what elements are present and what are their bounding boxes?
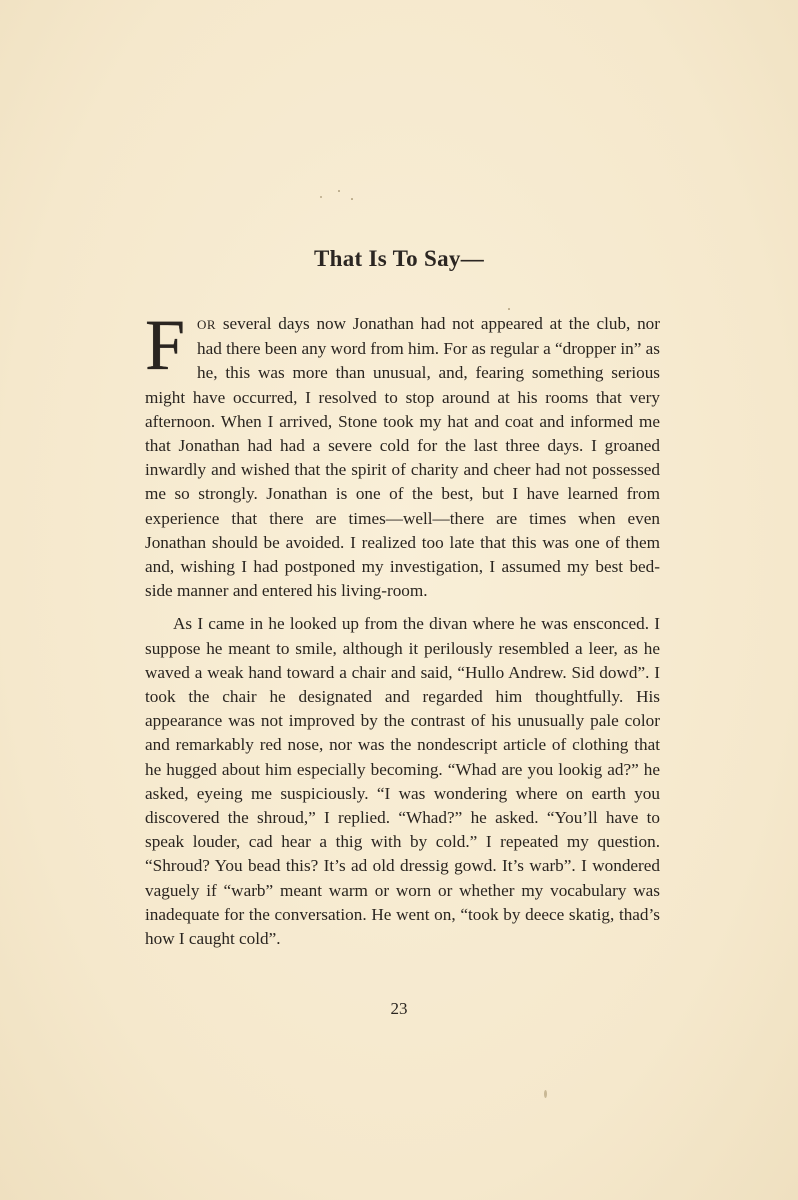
drop-cap: F bbox=[145, 305, 186, 385]
chapter-title: That Is To Say— bbox=[313, 246, 485, 271]
paragraph-1-text: several days now Jonathan had not appeared at the club, nor had there been any word from him. For as regular a “dropper in” as he, this was more than unusual, and, fearing something serious might have occurred, I resolved to stop around at his rooms that very afternoon. When I arrived, Stone took my hat and coat and informed me that Jonathan had had a severe cold for the last three days. I groaned inwardly and wished that the spirit of charity and cheer had not possessed me so strongly. Jonathan is one of the best, but I have learned from experience that there are times—well—there are times when even Jonathan should be avoided. I realized too late that this was one of them and, wishing I had postponed my investigation, I assumed my best bed-side manner and entered his living-room. bbox=[145, 314, 660, 601]
paragraph-1 bbox=[145, 305, 660, 603]
paper-speck bbox=[544, 1090, 547, 1098]
small-caps-lead: OR bbox=[197, 317, 217, 332]
paper-speck bbox=[508, 308, 510, 310]
paper-speck bbox=[351, 198, 353, 200]
paper-speck bbox=[338, 190, 340, 192]
body-text bbox=[145, 305, 660, 951]
paragraph-2: As I came in he looked up from the divan where he was ensconced. I suppose he meant to smile, although it perilously resembled a leer, as he waved a weak hand toward a chair and said, “Hullo Andrew. Sid dowd”. I took the chair he designated and regarded him thoughtfully. His appearance was not improved by the contrast of his unusually pale color and remarkably red nose, nor was the nondescript article of clothing that he hugged about him especially becoming. “Whad are you lookig ad?” he asked, eyeing me suspiciously. “I was wondering where on earth you discovered the shroud,” I replied. “Whad?” he asked. “You’ll have to speak louder, cad hear a thig with by cold.” I repeated my question. “Shroud? You bead this? It’s ad old dressig gowd. It’s warb”. I wondered vaguely if “warb” meant warm or worn or whether my vocabulary was inadequate for the conversation. He went on, “took by deece skatig, thad’s how I caught cold”. bbox=[145, 614, 660, 949]
paper-speck bbox=[320, 196, 322, 198]
page-number: 23 bbox=[390, 999, 408, 1018]
